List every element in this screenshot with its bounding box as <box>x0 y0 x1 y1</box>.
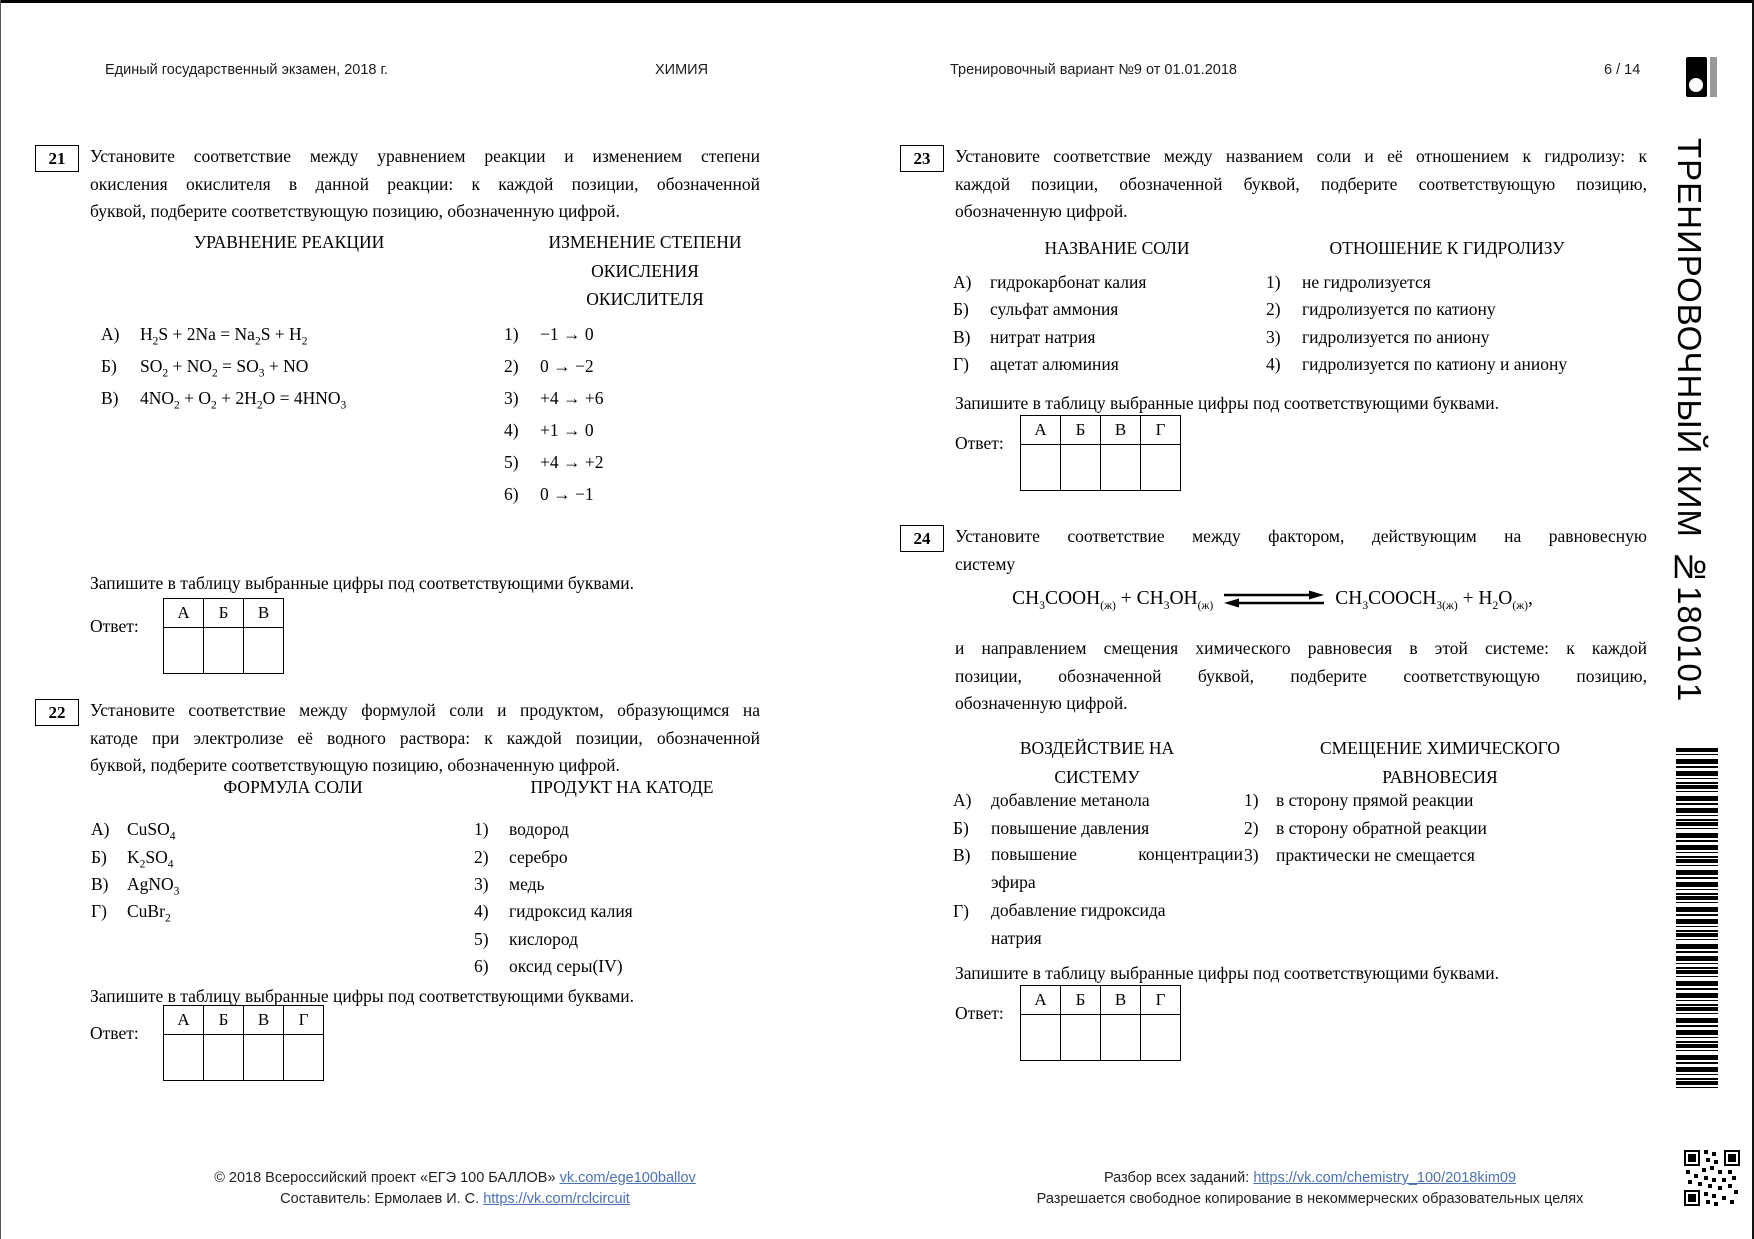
answer-column-header: Б <box>1061 986 1101 1015</box>
intro-line: катоде при электролизе её водного раствора: к каждой позиции, обозначенной <box>90 727 760 748</box>
reaction-equation: $H_2S + 2Na = Na_2S + H_2$ <box>140 324 308 348</box>
write-instruction: Запишите в таблицу выбранные цифры под соответствующими буквами. <box>955 393 1500 413</box>
answer-cell <box>1061 1015 1101 1061</box>
answer-cell <box>244 628 284 674</box>
item-number: 1) <box>1266 272 1281 292</box>
system-action: повышение концентрации <box>991 844 1243 864</box>
intro-line: систему <box>955 553 1016 574</box>
q21-right-column-header <box>485 228 805 314</box>
answer-cell <box>1141 1015 1181 1061</box>
q22-left-column-header: ФОРМУЛА СОЛИ <box>223 777 363 797</box>
logo-gray-bar <box>1710 57 1717 97</box>
oxidation-change: +4 → +2 <box>540 452 604 472</box>
footer-license-text: Разрешается свободное копирование в некоммерческих образовательных целях <box>1036 1191 1584 1207</box>
q24-item-row <box>900 814 1645 843</box>
item-number: 4) <box>504 420 519 440</box>
column-header-line: СИСТЕМУ <box>1054 766 1140 787</box>
q22-right-column-header: ПРОДУКТ НА КАТОДЕ <box>530 777 714 797</box>
footer-author-line <box>140 1189 770 1210</box>
item-letter: А) <box>101 324 120 344</box>
item-letter: Б) <box>953 818 969 838</box>
intro-line: окисления окислителя в данной реакции: к каждой позиции, обозначенной <box>90 173 760 194</box>
intro-line: буквой, подберите соответствующую позицию, обозначенную цифрой. <box>90 201 620 221</box>
q23-left-column-header: НАЗВАНИЕ СОЛИ <box>1044 238 1190 258</box>
item-letter: Б) <box>91 847 107 867</box>
salt-name: нитрат натрия <box>990 327 1096 347</box>
ege100ballov-logo-icon <box>1686 57 1717 97</box>
equilibrium-shift: в сторону обратной реакции <box>1276 818 1487 838</box>
intro-line: Установите соответствие между формулой соли и продуктом, образующимся на <box>90 700 760 720</box>
system-action: повышение давления <box>991 818 1150 838</box>
item-number: 2) <box>504 356 519 376</box>
write-instruction: Запишите в таблицу выбранные цифры под соответствующими буквами. <box>90 986 635 1006</box>
footer-solutions-line <box>960 1168 1660 1189</box>
item-letter: Г) <box>91 901 107 921</box>
footer-solutions-link[interactable]: https://vk.com/chemistry_100/2018kim09 <box>1253 1170 1517 1186</box>
item-number: 3) <box>504 388 519 408</box>
item-letter: Г) <box>953 901 969 921</box>
answer-column-header: А <box>164 1006 204 1035</box>
item-letter: А) <box>953 790 972 810</box>
cathode-product: водород <box>509 819 569 839</box>
header-exam-title: Единый государственный экзамен, 2018 г. <box>105 62 389 78</box>
answer-column-header: В <box>1101 416 1141 445</box>
q23-item-row <box>900 295 1645 324</box>
barcode <box>1676 748 1718 1088</box>
page-top-border <box>0 0 1754 3</box>
oxidation-change: −1 → 0 <box>540 324 594 344</box>
equation-left-side: $CH_3COOH_{(ж)} + CH_3OH_{(ж)}$ <box>1012 588 1214 612</box>
answer-column-header: Г <box>284 1006 324 1035</box>
answer-cell <box>1141 445 1181 491</box>
answer-label: Ответ: <box>90 616 139 636</box>
oxidation-change: +4 → +6 <box>540 388 604 408</box>
kim-vertical-label: ТРЕНИРОВОЧНЫЙ КИМ №180101 <box>1671 138 1708 703</box>
item-number: 2) <box>1244 818 1259 838</box>
intro-line: обозначенную цифрой. <box>955 693 1128 713</box>
item-number: 1) <box>474 819 489 839</box>
question-24-intro-part2 <box>955 635 1647 718</box>
item-number: 3) <box>1266 327 1281 347</box>
oxidation-change: 0 → −1 <box>540 484 594 504</box>
answer-column-header: Б <box>204 599 244 628</box>
answer-label: Ответ: <box>955 433 1004 453</box>
item-number: 2) <box>1266 299 1281 319</box>
cathode-product: оксид серы(IV) <box>509 956 623 976</box>
equilibrium-shift: в сторону прямой реакции <box>1276 790 1474 810</box>
answer-cell <box>1101 1015 1141 1061</box>
page-left-border <box>0 0 1 1239</box>
q22-option-row <box>35 925 770 954</box>
intro-line: Установите соответствие между уравнением реакции и изменением степени <box>90 146 760 166</box>
q24-right-column-header <box>1265 734 1615 791</box>
q21-left-column-header: УРАВНЕНИЕ РЕАКЦИИ <box>193 232 385 252</box>
write-instruction: Запишите в таблицу выбранные цифры под соответствующими буквами. <box>90 573 635 593</box>
system-action: натрия <box>991 927 1042 948</box>
item-letter: В) <box>953 327 971 347</box>
column-header-line: ОКИСЛЕНИЯ <box>591 260 699 281</box>
item-number: 5) <box>504 452 519 472</box>
q21-answer-table <box>163 598 284 674</box>
system-action: эфира <box>991 871 1036 892</box>
answer-cell <box>164 1035 204 1081</box>
answer-cell <box>1101 445 1141 491</box>
footer-project-link[interactable]: vk.com/ege100ballov <box>559 1170 696 1186</box>
item-number: 6) <box>474 956 489 976</box>
item-number: 6) <box>504 484 519 504</box>
column-header-line: ВОЗДЕЙСТВИЕ НА <box>1019 738 1175 758</box>
intro-line: обозначенную цифрой. <box>955 201 1128 221</box>
cathode-product: гидроксид калия <box>509 901 633 921</box>
answer-cell <box>204 628 244 674</box>
system-action: добавление метанола <box>991 790 1150 810</box>
answer-column-header: Б <box>204 1006 244 1035</box>
column-header-line: ИЗМЕНЕНИЕ СТЕПЕНИ <box>548 232 742 252</box>
hydrolysis-relation: гидролизуется по катиону <box>1302 299 1496 319</box>
equilibrium-arrows-icon <box>1223 589 1325 609</box>
answer-column-header: Г <box>1141 986 1181 1015</box>
salt-formula: AgNO$_3$ <box>127 874 180 898</box>
item-letter: Б) <box>953 299 969 319</box>
oxidation-change: +1 → 0 <box>540 420 594 440</box>
item-number: 2) <box>474 847 489 867</box>
intro-line: и направлением смещения химического равновесия в этой системе: к каждой <box>955 638 1647 658</box>
salt-name: сульфат аммония <box>990 299 1119 319</box>
salt-formula: CuSO$_4$ <box>127 819 176 843</box>
question-24-intro-part1 <box>955 523 1647 578</box>
q21-option-row <box>35 448 770 477</box>
q22-option-row <box>35 952 770 981</box>
item-letter: В) <box>953 845 971 865</box>
answer-cell <box>164 628 204 674</box>
column-header-line: СМЕЩЕНИЕ ХИМИЧЕСКОГО <box>1319 738 1560 758</box>
q22-item-row <box>35 843 770 872</box>
system-action: добавление гидроксида <box>991 900 1166 920</box>
footer-left <box>140 1168 770 1210</box>
q21-equation-row <box>35 352 770 381</box>
footer-solutions-text: Разбор всех заданий: <box>1103 1170 1254 1186</box>
item-letter: В) <box>101 388 119 408</box>
item-letter: В) <box>91 874 109 894</box>
cathode-product: медь <box>509 874 545 894</box>
header-page-number: 6 / 14 <box>1604 62 1641 78</box>
footer-copyright-text: © 2018 Всероссийский проект «ЕГЭ 100 БАЛЛОВ» <box>214 1170 560 1186</box>
answer-column-header: В <box>1101 986 1141 1015</box>
equilibrium-equation <box>900 585 1645 613</box>
answer-column-header: Г <box>1141 416 1181 445</box>
hydrolysis-relation: гидролизуется по аниону <box>1302 327 1490 347</box>
question-21-number: 21 <box>35 145 79 172</box>
question-21-intro <box>90 143 760 226</box>
write-instruction: Запишите в таблицу выбранные цифры под соответствующими буквами. <box>955 963 1500 983</box>
item-number: 3) <box>474 874 489 894</box>
q24-left-column-header <box>972 734 1222 791</box>
item-number: 5) <box>474 929 489 949</box>
logo-circle <box>1689 78 1703 92</box>
q21-equation-row <box>35 384 770 413</box>
question-22-intro <box>90 697 760 780</box>
q22-item-row <box>35 870 770 899</box>
answer-column-header: А <box>1021 416 1061 445</box>
footer-right <box>960 1168 1660 1210</box>
salt-formula: $K_2SO_4$ <box>127 847 174 871</box>
answer-cell <box>1021 1015 1061 1061</box>
answer-column-header: В <box>244 1006 284 1035</box>
footer-author-text: Составитель: Ермолаев И. С. <box>280 1191 484 1207</box>
salt-name: гидрокарбонат калия <box>990 272 1147 292</box>
header-subject: ХИМИЯ <box>655 62 709 78</box>
intro-line: Установите соответствие между фактором, действующим на равновесную <box>955 526 1647 546</box>
q24-answer-table <box>1020 985 1181 1061</box>
intro-line: позиции, обозначенной буквой, подберите соответствующую позицию, <box>955 665 1647 686</box>
cathode-product: кислород <box>509 929 579 949</box>
q22-answer-table <box>163 1005 324 1081</box>
q24-item-row <box>900 841 1645 899</box>
intro-line: каждой позиции, обозначенной буквой, подберите соответствующую позицию, <box>955 173 1647 194</box>
footer-author-link[interactable]: https://vk.com/rclcircuit <box>483 1191 630 1207</box>
item-number: 1) <box>504 324 519 344</box>
answer-label: Ответ: <box>90 1023 139 1043</box>
q23-item-row <box>900 350 1645 379</box>
question-23-intro <box>955 143 1647 226</box>
question-23-number: 23 <box>900 145 944 172</box>
answer-cell <box>244 1035 284 1081</box>
q23-item-row <box>900 323 1645 352</box>
oxidation-change: 0 → −2 <box>540 356 594 376</box>
intro-line: Установите соответствие между названием соли и её отношением к гидролизу: к <box>955 146 1647 166</box>
answer-cell <box>284 1035 324 1081</box>
answer-column-header: В <box>244 599 284 628</box>
item-letter: А) <box>953 272 972 292</box>
q21-option-row <box>35 416 770 445</box>
equilibrium-shift: практически не смещается <box>1276 845 1475 865</box>
salt-name: ацетат алюминия <box>990 354 1119 374</box>
item-letter: А) <box>91 819 110 839</box>
answer-label: Ответ: <box>955 1003 1004 1023</box>
item-letter: Б) <box>101 356 117 376</box>
hydrolysis-relation: гидролизуется по катиону и аниону <box>1302 354 1568 374</box>
answer-cell <box>204 1035 244 1081</box>
q21-option-row <box>35 480 770 509</box>
answer-column-header: А <box>164 599 204 628</box>
reaction-equation: $SO_2 + NO_2 = SO_3$ + NO <box>140 356 309 380</box>
equation-right-side: $CH_3COOCH_{3(ж)} + H_2O_{(ж)}$, <box>1335 588 1533 612</box>
q23-answer-table <box>1020 415 1181 491</box>
item-number: 3) <box>1244 845 1259 865</box>
q24-item-row <box>900 897 1645 955</box>
item-number: 1) <box>1244 790 1259 810</box>
answer-cell <box>1061 445 1101 491</box>
answer-column-header: А <box>1021 986 1061 1015</box>
hydrolysis-relation: не гидролизуется <box>1302 272 1431 292</box>
answer-cell <box>1021 445 1061 491</box>
q22-item-row <box>35 897 770 926</box>
answer-column-header: Б <box>1061 416 1101 445</box>
q23-right-column-header: ОТНОШЕНИЕ К ГИДРОЛИЗУ <box>1329 238 1565 258</box>
column-header-line: ОКИСЛИТЕЛЯ <box>586 289 704 309</box>
q24-item-row <box>900 786 1645 815</box>
footer-copyright-line <box>140 1168 770 1189</box>
q22-item-row <box>35 815 770 844</box>
qr-code <box>1684 1150 1740 1206</box>
cathode-product: серебро <box>509 847 568 867</box>
question-24-number: 24 <box>900 525 944 552</box>
question-22-number: 22 <box>35 699 79 726</box>
reaction-equation: $4NO_2 + O_2 + 2H_2O = 4HNO_3$ <box>140 388 347 412</box>
item-letter: Г) <box>953 354 969 374</box>
header-variant: Тренировочный вариант №9 от 01.01.2018 <box>950 62 1237 78</box>
item-number: 4) <box>1266 354 1281 374</box>
item-number: 4) <box>474 901 489 921</box>
column-header-line: РАВНОВЕСИЯ <box>1382 766 1498 787</box>
salt-formula: CuBr$_2$ <box>127 901 171 925</box>
q23-item-row <box>900 268 1645 297</box>
intro-line: буквой, подберите соответствующую позицию, обозначенную цифрой. <box>90 755 620 775</box>
q21-equation-row <box>35 320 770 349</box>
